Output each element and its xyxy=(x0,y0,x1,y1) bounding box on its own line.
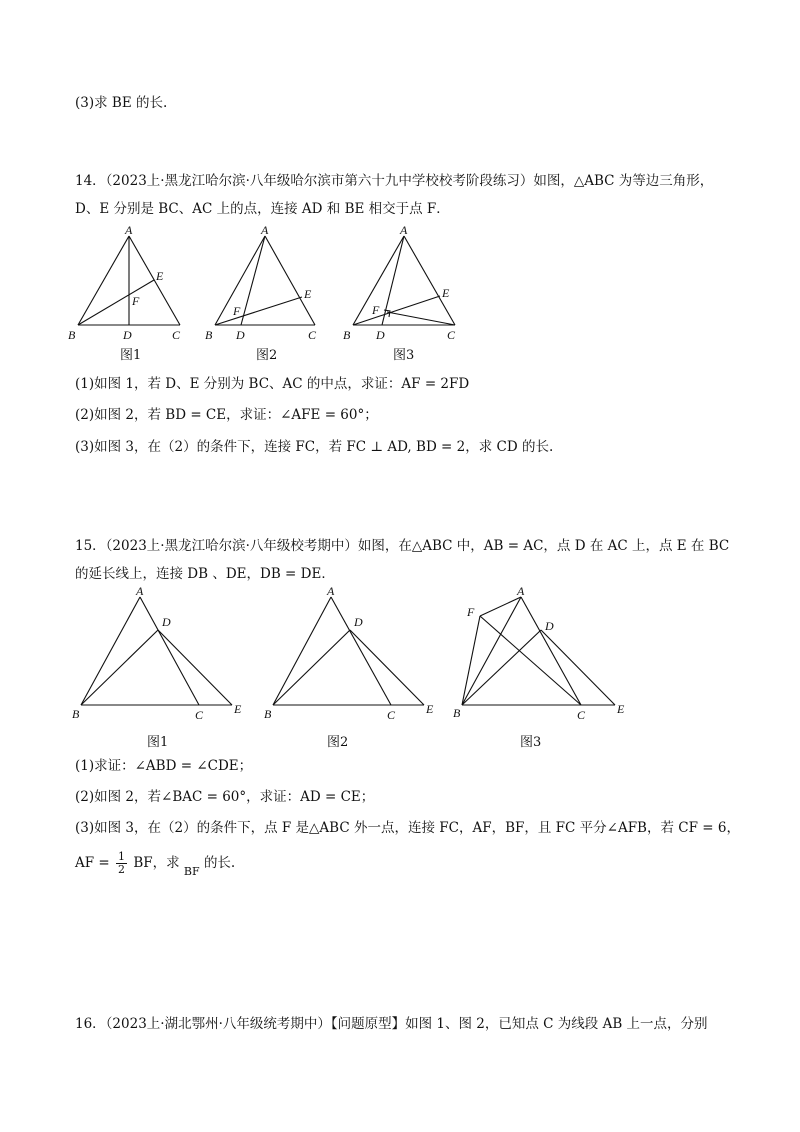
label-F: F xyxy=(233,304,241,318)
q14-header-line1: 14．（2023上·黑龙江哈尔滨·八年级哈尔滨市第六十九中学校校考阶段练习）如图，△ABC 为等边三角形， xyxy=(75,173,714,189)
fraction-one-half xyxy=(116,851,127,876)
fraction-numerator: 1 xyxy=(118,850,126,863)
label-D: D xyxy=(354,615,363,629)
q15-caption-2: 图2 xyxy=(327,735,349,750)
q15-part3-mid: BF，求 xyxy=(133,855,180,871)
q13-part3: (3)求 BE 的长. xyxy=(75,95,168,111)
q15-header-line1: 15．（2023上·黑龙江哈尔滨·八年级校考期中）如图，在△ABC 中，AB = AC，点 D 在 AC 上，点 E 在 BC xyxy=(75,538,730,554)
q14-figure-3 xyxy=(340,222,470,344)
label-B: B xyxy=(264,707,272,721)
q16-header-line1: 16．（2023上·湖北鄂州·八年级统考期中）【问题原型】如图 1、图 2，已知点 C 为线段 AB 上一点，分别 xyxy=(75,1016,708,1032)
q14-part3: (3)如图 3，在（2）的条件下，连接 FC，若 FC ⊥ AD, BD = 2，求 CD 的长. xyxy=(75,439,554,455)
q15-figure-1 xyxy=(68,585,253,723)
label-B: B xyxy=(205,328,213,342)
label-B: B xyxy=(72,707,80,721)
label-F: F xyxy=(467,605,475,619)
label-D: D xyxy=(545,619,554,633)
label-A: A xyxy=(327,585,335,598)
q14-part2: (2)如图 2，若 BD = CE，求证：∠AFE = 60°； xyxy=(75,407,378,423)
q14-part1: (1)如图 1，若 D、E 分别为 BC、AC 的中点，求证：AF = 2FD xyxy=(75,376,470,392)
q14-caption-3: 图3 xyxy=(393,348,415,363)
q15-part3-line2 xyxy=(75,848,235,879)
label-D: D xyxy=(123,328,132,342)
q15-figure-2 xyxy=(260,585,445,723)
q15-header-line2: 的延长线上，连接 DB 、DE，DB = DE． xyxy=(75,566,335,582)
label-A: A xyxy=(125,223,133,237)
label-C: C xyxy=(447,328,456,342)
label-A: A xyxy=(400,223,408,237)
label-F: F xyxy=(372,303,380,317)
q15-part3-sub: BF xyxy=(183,865,200,878)
q15-part2: (2)如图 2，若∠BAC = 60°，求证：AD = CE； xyxy=(75,789,375,805)
label-B: B xyxy=(453,706,461,720)
label-E: E xyxy=(304,287,312,301)
q14-caption-1: 图1 xyxy=(120,348,142,363)
q14-figure-2 xyxy=(203,222,333,344)
label-E: E xyxy=(426,702,434,716)
label-D: D xyxy=(376,328,385,342)
q14-caption-2: 图2 xyxy=(256,348,278,363)
q15-caption-1: 图1 xyxy=(147,735,169,750)
label-C: C xyxy=(172,328,181,342)
label-B: B xyxy=(68,328,76,342)
q14-figure-1 xyxy=(65,222,195,344)
label-E: E xyxy=(617,702,625,716)
fraction-denominator: 2 xyxy=(118,863,126,876)
label-C: C xyxy=(308,328,317,342)
label-C: C xyxy=(195,708,204,722)
label-F: F xyxy=(132,294,140,308)
q14-header-line2: D、E 分别是 BC、AC 上的点，连接 AD 和 BE 相交于点 F． xyxy=(75,201,450,217)
q15-part3-pre: AF = xyxy=(75,855,110,871)
label-B: B xyxy=(343,328,351,342)
q15-part3-line1: (3)如图 3，在（2）的条件下，点 F 是△ABC 外一点，连接 FC，AF，BF，且 FC 平分∠AFB，若 CF = 6， xyxy=(75,820,740,836)
label-A: A xyxy=(261,223,269,237)
label-E: E xyxy=(442,286,450,300)
label-D: D xyxy=(162,615,171,629)
label-D: D xyxy=(236,328,245,342)
q15-figure-3 xyxy=(450,583,635,723)
q15-part1: (1)求证：∠ABD = ∠CDE； xyxy=(75,758,253,774)
label-C: C xyxy=(577,708,586,722)
label-E: E xyxy=(156,269,164,283)
label-C: C xyxy=(387,708,396,722)
label-A: A xyxy=(517,584,525,598)
q15-part3-end: 的长. xyxy=(203,855,236,871)
q15-caption-3: 图3 xyxy=(520,735,542,750)
label-A: A xyxy=(136,585,144,598)
label-E: E xyxy=(234,702,242,716)
